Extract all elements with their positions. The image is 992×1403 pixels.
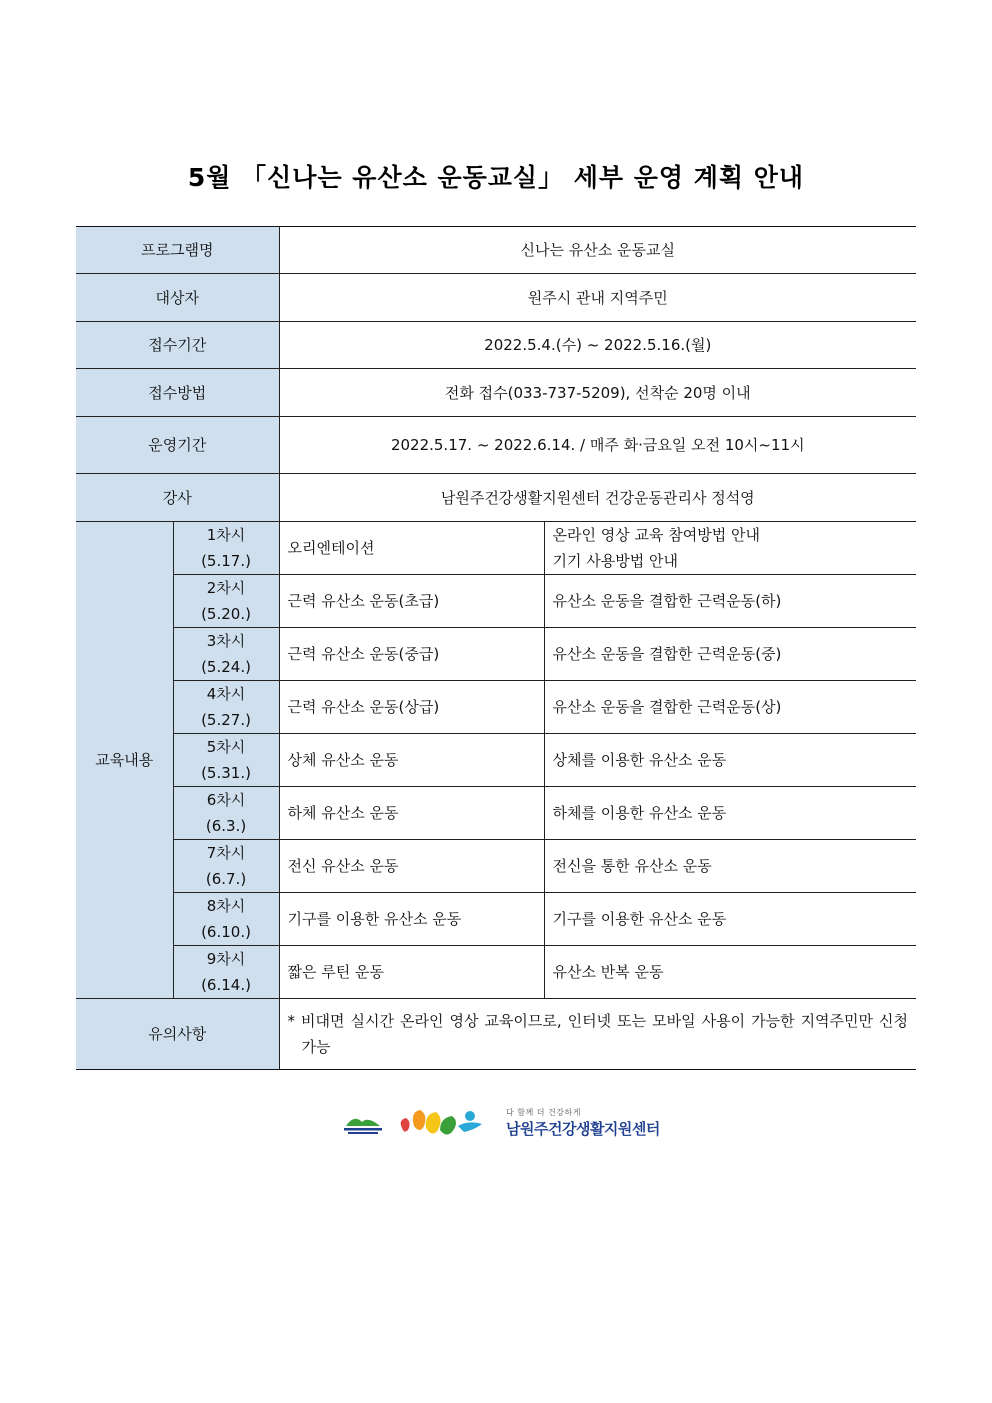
session-row — [76, 734, 916, 787]
session-row — [76, 787, 916, 840]
session-number: 9차시 (6.14.) — [173, 946, 279, 999]
session-row — [76, 681, 916, 734]
info-value: 전화 접수(033-737-5209), 선착순 20명 이내 — [279, 369, 916, 417]
notice-text: * 비대면 실시간 온라인 영상 교육이므로, 인터넷 또는 모바일 사용이 가능한 지역주민만 신청 가능 — [279, 999, 916, 1070]
session-description: 온라인 영상 교육 참여방법 안내 기기 사용방법 안내 — [544, 522, 916, 575]
session-description: 전신을 통한 유산소 운동 — [544, 840, 916, 893]
info-label: 강사 — [76, 474, 279, 522]
session-topic: 근력 유산소 운동(상급) — [279, 681, 544, 734]
session-topic: 전신 유산소 운동 — [279, 840, 544, 893]
center-emblem-icon — [340, 1104, 500, 1144]
session-description: 기구를 이용한 유산소 운동 — [544, 893, 916, 946]
session-topic: 근력 유산소 운동(중급) — [279, 628, 544, 681]
session-description: 상체를 이용한 유산소 운동 — [544, 734, 916, 787]
info-label: 접수방법 — [76, 369, 279, 417]
session-row — [76, 628, 916, 681]
session-topic: 상체 유산소 운동 — [279, 734, 544, 787]
info-value: 신나는 유산소 운동교실 — [279, 227, 916, 274]
logo-name: 남원주건강생활지원센터 — [506, 1120, 660, 1138]
info-label: 대상자 — [76, 274, 279, 322]
session-row — [76, 575, 916, 628]
session-number: 2차시 (5.20.) — [173, 575, 279, 628]
session-number: 8차시 (6.10.) — [173, 893, 279, 946]
session-topic: 오리엔테이션 — [279, 522, 544, 575]
program-plan-table — [76, 226, 916, 1070]
session-row — [76, 522, 916, 575]
info-row-operation-period — [76, 417, 916, 474]
session-topic: 하체 유산소 운동 — [279, 787, 544, 840]
notice-label: 유의사항 — [76, 999, 279, 1070]
info-row-target — [76, 274, 916, 322]
session-number: 4차시 (5.27.) — [173, 681, 279, 734]
info-label: 운영기간 — [76, 417, 279, 474]
education-label: 교육내용 — [76, 522, 173, 999]
session-topic: 짧은 루틴 운동 — [279, 946, 544, 999]
info-row-application-method — [76, 369, 916, 417]
session-row — [76, 840, 916, 893]
session-number: 6차시 (6.3.) — [173, 787, 279, 840]
info-value: 2022.5.4.(수) ~ 2022.5.16.(월) — [279, 322, 916, 369]
session-topic: 근력 유산소 운동(초급) — [279, 575, 544, 628]
info-value: 남원주건강생활지원센터 건강운동관리사 정석영 — [279, 474, 916, 522]
session-number: 3차시 (5.24.) — [173, 628, 279, 681]
info-label: 접수기간 — [76, 322, 279, 369]
session-number: 1차시 (5.17.) — [173, 522, 279, 575]
info-value: 2022.5.17. ~ 2022.6.14. / 매주 화·금요일 오전 10시~11시 — [279, 417, 916, 474]
session-description: 유산소 운동을 결합한 근력운동(하) — [544, 575, 916, 628]
info-row-application-period — [76, 322, 916, 369]
session-description: 유산소 반복 운동 — [544, 946, 916, 999]
session-row — [76, 893, 916, 946]
session-topic: 기구를 이용한 유산소 운동 — [279, 893, 544, 946]
page-title: 5월 「신나는 유산소 운동교실」 세부 운영 계획 안내 — [187, 163, 805, 192]
info-value: 원주시 관내 지역주민 — [279, 274, 916, 322]
session-description: 유산소 운동을 결합한 근력운동(중) — [544, 628, 916, 681]
session-description: 하체를 이용한 유산소 운동 — [544, 787, 916, 840]
session-number: 5차시 (5.31.) — [173, 734, 279, 787]
info-row-instructor — [76, 474, 916, 522]
info-row-program-name — [76, 227, 916, 274]
center-logo — [340, 1104, 720, 1144]
session-description: 유산소 운동을 결합한 근력운동(상) — [544, 681, 916, 734]
logo-tagline: 다 함께 더 건강하게 — [506, 1108, 581, 1117]
info-label: 프로그램명 — [76, 227, 279, 274]
session-row — [76, 946, 916, 999]
notice-row — [76, 999, 916, 1070]
session-number: 7차시 (6.7.) — [173, 840, 279, 893]
